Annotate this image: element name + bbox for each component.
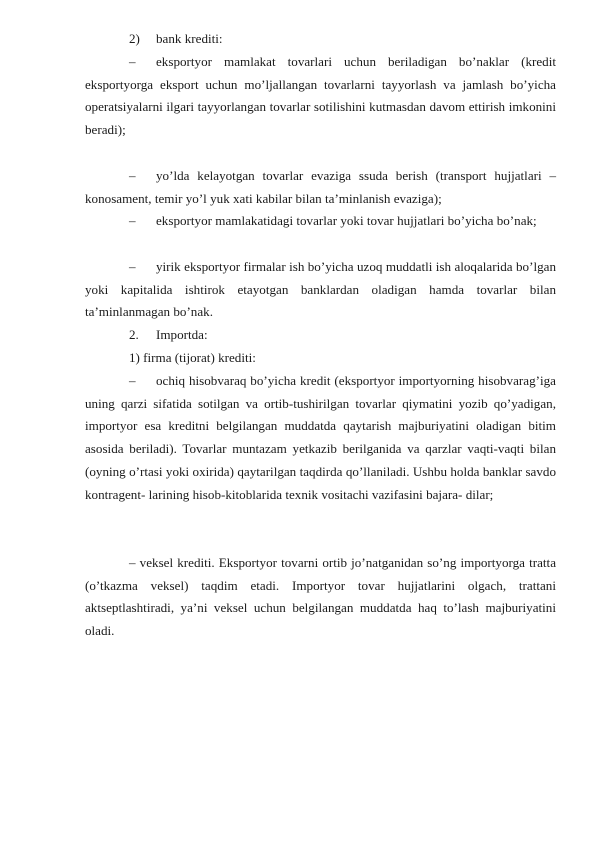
item-marker: 2): [129, 31, 140, 46]
item-marker: –: [129, 259, 136, 274]
item-marker: –: [129, 168, 136, 183]
subheading-firm-credit: [129, 347, 256, 370]
paragraph-text: ochiq hisobvaraq bo’yicha kredit (eksportyor importyorning hisobvarag’iga uning qarzi sifatida sotilgan va ortib-tushirilgan tovarlar qiymatini yozib qo’yadigan, importyor esa kreditni belgilangan muddatda qaytarish majburiyatini oladigan bitim asosida beriladi). Tovarlar muntazam yetkazib berilganida va qarzlar vaqti-vaqti bilan (oyning o’rtasi yoki oxirida) qaytarilgan taqdirda qo’llaniladi. Ushbu holda banklar savdo kontragent- larining hisob-kitoblarida texnik vositachi vazifasini bajara- dilar;: [85, 373, 556, 502]
item-text: Importda:: [156, 327, 208, 342]
paragraph-text: eksportyor mamlakatidagi tovarlar yoki tovar hujjatlari bo’yicha bo’nak;: [156, 213, 537, 228]
paragraph-text: – veksel krediti. Eksportyor tovarni ortib jo’natganidan so’ng importyorga tratta (o’tkazma veksel) taqdim etadi. Importyor tovar hujjatlarini olgach, trattani aktseptlashtiradi, ya’ni veksel uchun belgilangan muddatda haq to’lash majburiyatini oladi.: [85, 555, 556, 639]
item-marker: –: [129, 373, 136, 388]
item-marker: –: [129, 54, 136, 69]
item-marker: 2.: [129, 327, 139, 342]
paragraph-open-account: [85, 370, 556, 506]
item-text: bank krediti:: [156, 31, 223, 46]
item-text: 1) firma (tijorat) krediti:: [129, 350, 256, 365]
paragraph-text: yirik eksportyor firmalar ish bo’yicha uzoq muddatli ish aloqalarida bo’lgan yoki kapitalida ishtirok etayotgan banklardan oladigan hamda tovarlar bilan ta’minlanmagan bo’nak.: [85, 259, 556, 320]
paragraph-goods-in-transit: [85, 165, 556, 210]
numbered-item-bank-credit: [129, 28, 223, 51]
paragraph-text: yo’lda kelayotgan tovarlar evaziga ssuda berish (transport hujjatlari – konosament, temir yo’l yuk xati kabilar bilan ta’minlanish evaziga);: [85, 168, 556, 206]
item-marker: –: [129, 213, 136, 228]
numbered-item-import: [129, 324, 208, 347]
paragraph-text: eksportyor mamlakat tovarlari uchun beriladigan bo’naklar (kredit eksportyorga eksport uchun mo’ljallangan tovarlarni tayyorlash va jamlash bo’yicha operatsiyalarni ilgari tayyorlangan tovarlar sotilishini kutmasdan davom ettirish imkonini beradi);: [85, 54, 556, 138]
paragraph-bill-credit: [85, 552, 556, 643]
paragraph-goods-documents: [85, 210, 556, 233]
paragraph-large-exporters: [85, 256, 556, 324]
